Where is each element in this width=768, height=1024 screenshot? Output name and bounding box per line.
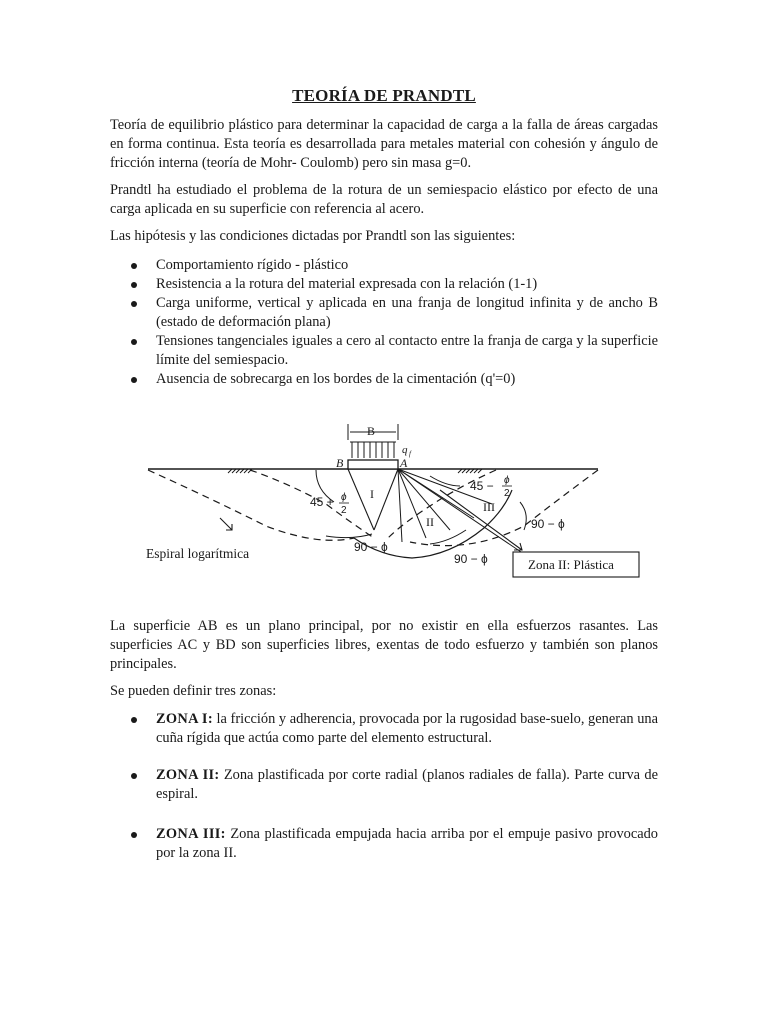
zone-ii-label: II xyxy=(426,515,434,529)
bullet-icon xyxy=(131,339,137,345)
point-a-label: A xyxy=(400,456,408,470)
bullet-icon xyxy=(131,832,137,838)
bullet-icon xyxy=(131,282,137,288)
zone-iii-label: III xyxy=(483,500,495,514)
list-item: Resistencia a la rotura del material expresada con la relación (1-1) xyxy=(110,275,658,294)
hypotheses-list xyxy=(110,256,658,389)
angle-right-phi: ϕ xyxy=(504,475,510,486)
wedge-line-right xyxy=(374,469,398,530)
angle-arc-far-right xyxy=(520,502,526,530)
hypotheses-intro-paragraph: Las hipótesis y las condiciones dictadas por Prandtl son las siguientes: xyxy=(110,228,516,244)
angle-left-two: 2 xyxy=(341,505,347,516)
angle-90-bottom-right: 90 − ϕ xyxy=(454,552,488,566)
zone-arrow xyxy=(440,490,522,550)
intro-paragraph: Teoría de equilibrio plástico para determinar la capacidad de carga a la falla de áreas cargadas en forma continua. Esta teoría es desarrollada para metales material con cohesión y ángulo de fricción interna (teoría de Mohr- Coulomb) pero sin masa g=0. xyxy=(110,117,658,171)
angle-arc-bottom-right xyxy=(430,530,466,544)
load-subscript: f xyxy=(409,450,411,458)
list-item: Carga uniforme, vertical y aplicada en una franja de longitud infinita y de ancho B (estado de deformación plana) xyxy=(110,294,658,332)
bullet-icon xyxy=(131,717,137,723)
list-item-zone-iii: ZONA III: Zona plastificada empujada hacia arriba por el empuje pasivo provocado por la zona II. xyxy=(110,825,658,863)
spiral-arrow xyxy=(220,518,232,530)
load-arrows xyxy=(350,442,396,458)
bullet-icon xyxy=(131,263,137,269)
list-item: Tensiones tangenciales iguales a cero al contacto entre la franja de carga y la superficie límite del semiespacio. xyxy=(110,332,658,370)
list-item: Ausencia de sobrecarga en los bordes de la cimentación (q'=0) xyxy=(110,370,658,389)
angle-arc-bottom-left xyxy=(326,534,372,538)
load-label: q xyxy=(402,444,408,456)
angle-right-label: 45 − xyxy=(470,479,494,493)
surface-ab-paragraph: La superficie AB es un plano principal, por no existir en ella esfuerzos rasantes. Las superficies AC y BD son superficies libres, exentas de todo esfuerzo y también son planos principales. xyxy=(110,618,658,672)
page-title: TEORÍA DE PRANDTL xyxy=(292,86,476,105)
bullet-icon xyxy=(131,301,137,307)
prandtl-failure-diagram xyxy=(140,418,640,580)
point-b-label: B xyxy=(336,456,344,470)
studied-paragraph: Prandtl ha estudiado el problema de la rotura de un semiespacio elástico por efecto de una carga aplicada en su superficie con referencia al acero. xyxy=(110,182,658,217)
bullet-icon xyxy=(131,773,137,779)
list-item-zone-ii: ZONA II: Zona plastificada por corte radial (planos radiales de falla). Parte curva de espiral. xyxy=(110,766,658,804)
list-item: Comportamiento rígido - plástico xyxy=(110,256,658,275)
angle-left-phi: ϕ xyxy=(341,492,347,503)
footing xyxy=(348,460,398,469)
angle-90-bottom-left: 90 − ϕ xyxy=(354,540,388,554)
angle-90-far-right: 90 − ϕ xyxy=(531,517,565,531)
angle-right-two: 2 xyxy=(504,488,510,499)
zone-i-label: I xyxy=(370,487,374,501)
zones-intro-paragraph: Se pueden definir tres zonas: xyxy=(110,683,277,699)
spiral-label: Espiral logarítmica xyxy=(146,546,250,561)
angle-arc-right xyxy=(430,476,460,486)
bullet-icon xyxy=(131,377,137,383)
width-label: B xyxy=(367,424,376,438)
zone-box-label: Zona II: Plástica xyxy=(528,557,614,572)
angle-left-label: 45 + xyxy=(310,495,334,509)
list-item-zone-i: ZONA I: la fricción y adherencia, provocada por la rugosidad base-suelo, generan una cuña rígida que actúa como parte del elemento estructural. xyxy=(110,710,658,748)
